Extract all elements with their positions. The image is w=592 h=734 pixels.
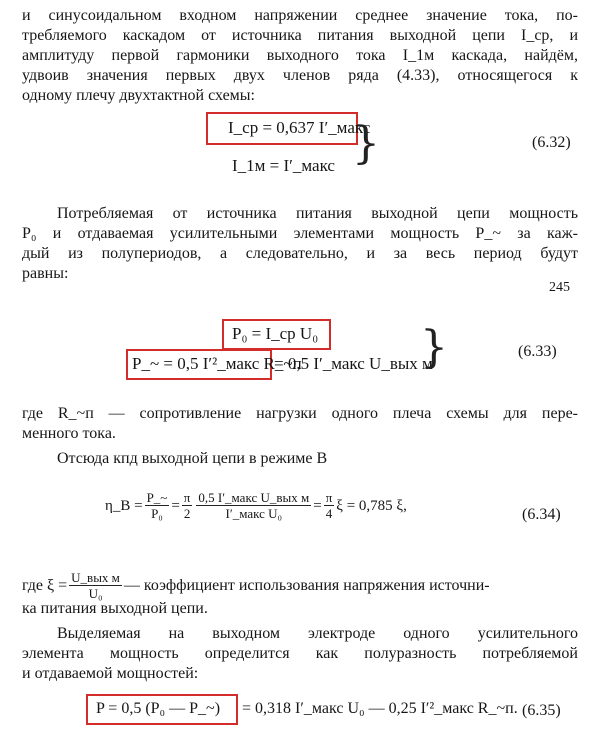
eq634-lhs: η_В = bbox=[105, 497, 143, 514]
eq634 bbox=[105, 490, 407, 521]
para6-line2: элемента мощность определится как полуразность потребляемой bbox=[22, 645, 578, 662]
eq634-rhs: ξ = 0,785 ξ, bbox=[336, 497, 407, 514]
para1-line2: требляемого каскадом от источника питания выходной цепи I_ср, и bbox=[22, 27, 578, 44]
para6-line1: Выделяемая на выходном электроде одного усилительного bbox=[57, 625, 578, 642]
para5-frac-num: U_вых м bbox=[71, 570, 120, 585]
eq634-eq2: = bbox=[313, 497, 322, 514]
eq634-eq1: = bbox=[171, 497, 180, 514]
eq634-f3-den: I′_макс U₀ bbox=[225, 506, 283, 521]
right-brace-icon: } bbox=[420, 322, 448, 373]
para5-suffix: — коэффициент использования напряжения источни- bbox=[123, 576, 490, 594]
eq633-line2a: P_~ = 0,5 I′²_макс R_~п bbox=[132, 354, 302, 373]
eq633-line1: P₀ = I_ср U₀ bbox=[232, 324, 319, 343]
right-brace-icon: } bbox=[352, 118, 380, 169]
eq634-f4-den: 4 bbox=[325, 506, 333, 521]
eq634-f1-num: P_~ bbox=[146, 490, 168, 505]
para2-line4: равны: bbox=[22, 265, 69, 282]
para5-frac bbox=[69, 570, 122, 601]
eq634-frac3 bbox=[196, 490, 311, 521]
eq634-frac4 bbox=[324, 490, 335, 521]
eq632-line2: I_1м = I′_макс bbox=[232, 156, 335, 175]
para6-line3: и отдаваемой мощностей: bbox=[22, 665, 199, 682]
para1-line4: удвоив значения первых двух членов ряда (4.33), относящегося к bbox=[22, 67, 578, 84]
eq633-line2b: = 0,5 I′_макс U_вых м bbox=[274, 354, 433, 373]
para1-line1: и синусоидальном входном напряжении среднее значение тока, по- bbox=[22, 7, 578, 24]
para5-line2: ка питания выходной цепи. bbox=[22, 600, 208, 617]
eq634-frac1 bbox=[145, 490, 170, 521]
eq634-f2-den: 2 bbox=[183, 506, 191, 521]
eq635-rest: = 0,318 I′_макс U₀ — 0,25 I′²_макс R_~п. bbox=[242, 700, 518, 717]
para3-line1: где R_~п — сопротивление нагрузки одного плеча схемы для пере- bbox=[22, 405, 578, 422]
page-number: 245 bbox=[549, 280, 570, 295]
para1-line5: одному плечу двухтактной схемы: bbox=[22, 87, 255, 104]
para5-prefix: где ξ = bbox=[22, 576, 68, 594]
para2-line1: Потребляемая от источника питания выходной цепи мощность bbox=[57, 205, 578, 222]
para2-line3: дый из полупериодов, а следовательно, и за весь период будут bbox=[22, 245, 578, 262]
para2-line2: P₀ и отдаваемая усилительными элементами мощность P_~ за каж- bbox=[22, 225, 578, 242]
eq632-line1: I_ср = 0,637 I′_макс bbox=[228, 118, 371, 137]
para1-line3: амплитуду первой гармоники выходного тока I_1м каскада, найдём, bbox=[22, 47, 578, 64]
para4-line: Отсюда кпд выходной цепи в режиме В bbox=[57, 450, 328, 467]
eq632-number: (6.32) bbox=[532, 134, 571, 151]
eq634-f3-num: 0,5 I′_макс U_вых м bbox=[198, 490, 310, 505]
para5-line1 bbox=[22, 570, 578, 601]
eq634-frac2 bbox=[182, 490, 193, 521]
eq635-boxed: P = 0,5 (P₀ — P_~) bbox=[96, 700, 221, 717]
eq635-number: (6.35) bbox=[522, 702, 561, 719]
eq634-f2-num: π bbox=[183, 490, 191, 505]
eq634-f1-den: P₀ bbox=[151, 506, 163, 521]
para3-line2: менного тока. bbox=[22, 425, 116, 442]
para5-frac-den: U₀ bbox=[88, 586, 103, 601]
eq634-number: (6.34) bbox=[522, 506, 561, 523]
eq634-f4-num: π bbox=[325, 490, 333, 505]
eq633-number: (6.33) bbox=[518, 343, 557, 360]
